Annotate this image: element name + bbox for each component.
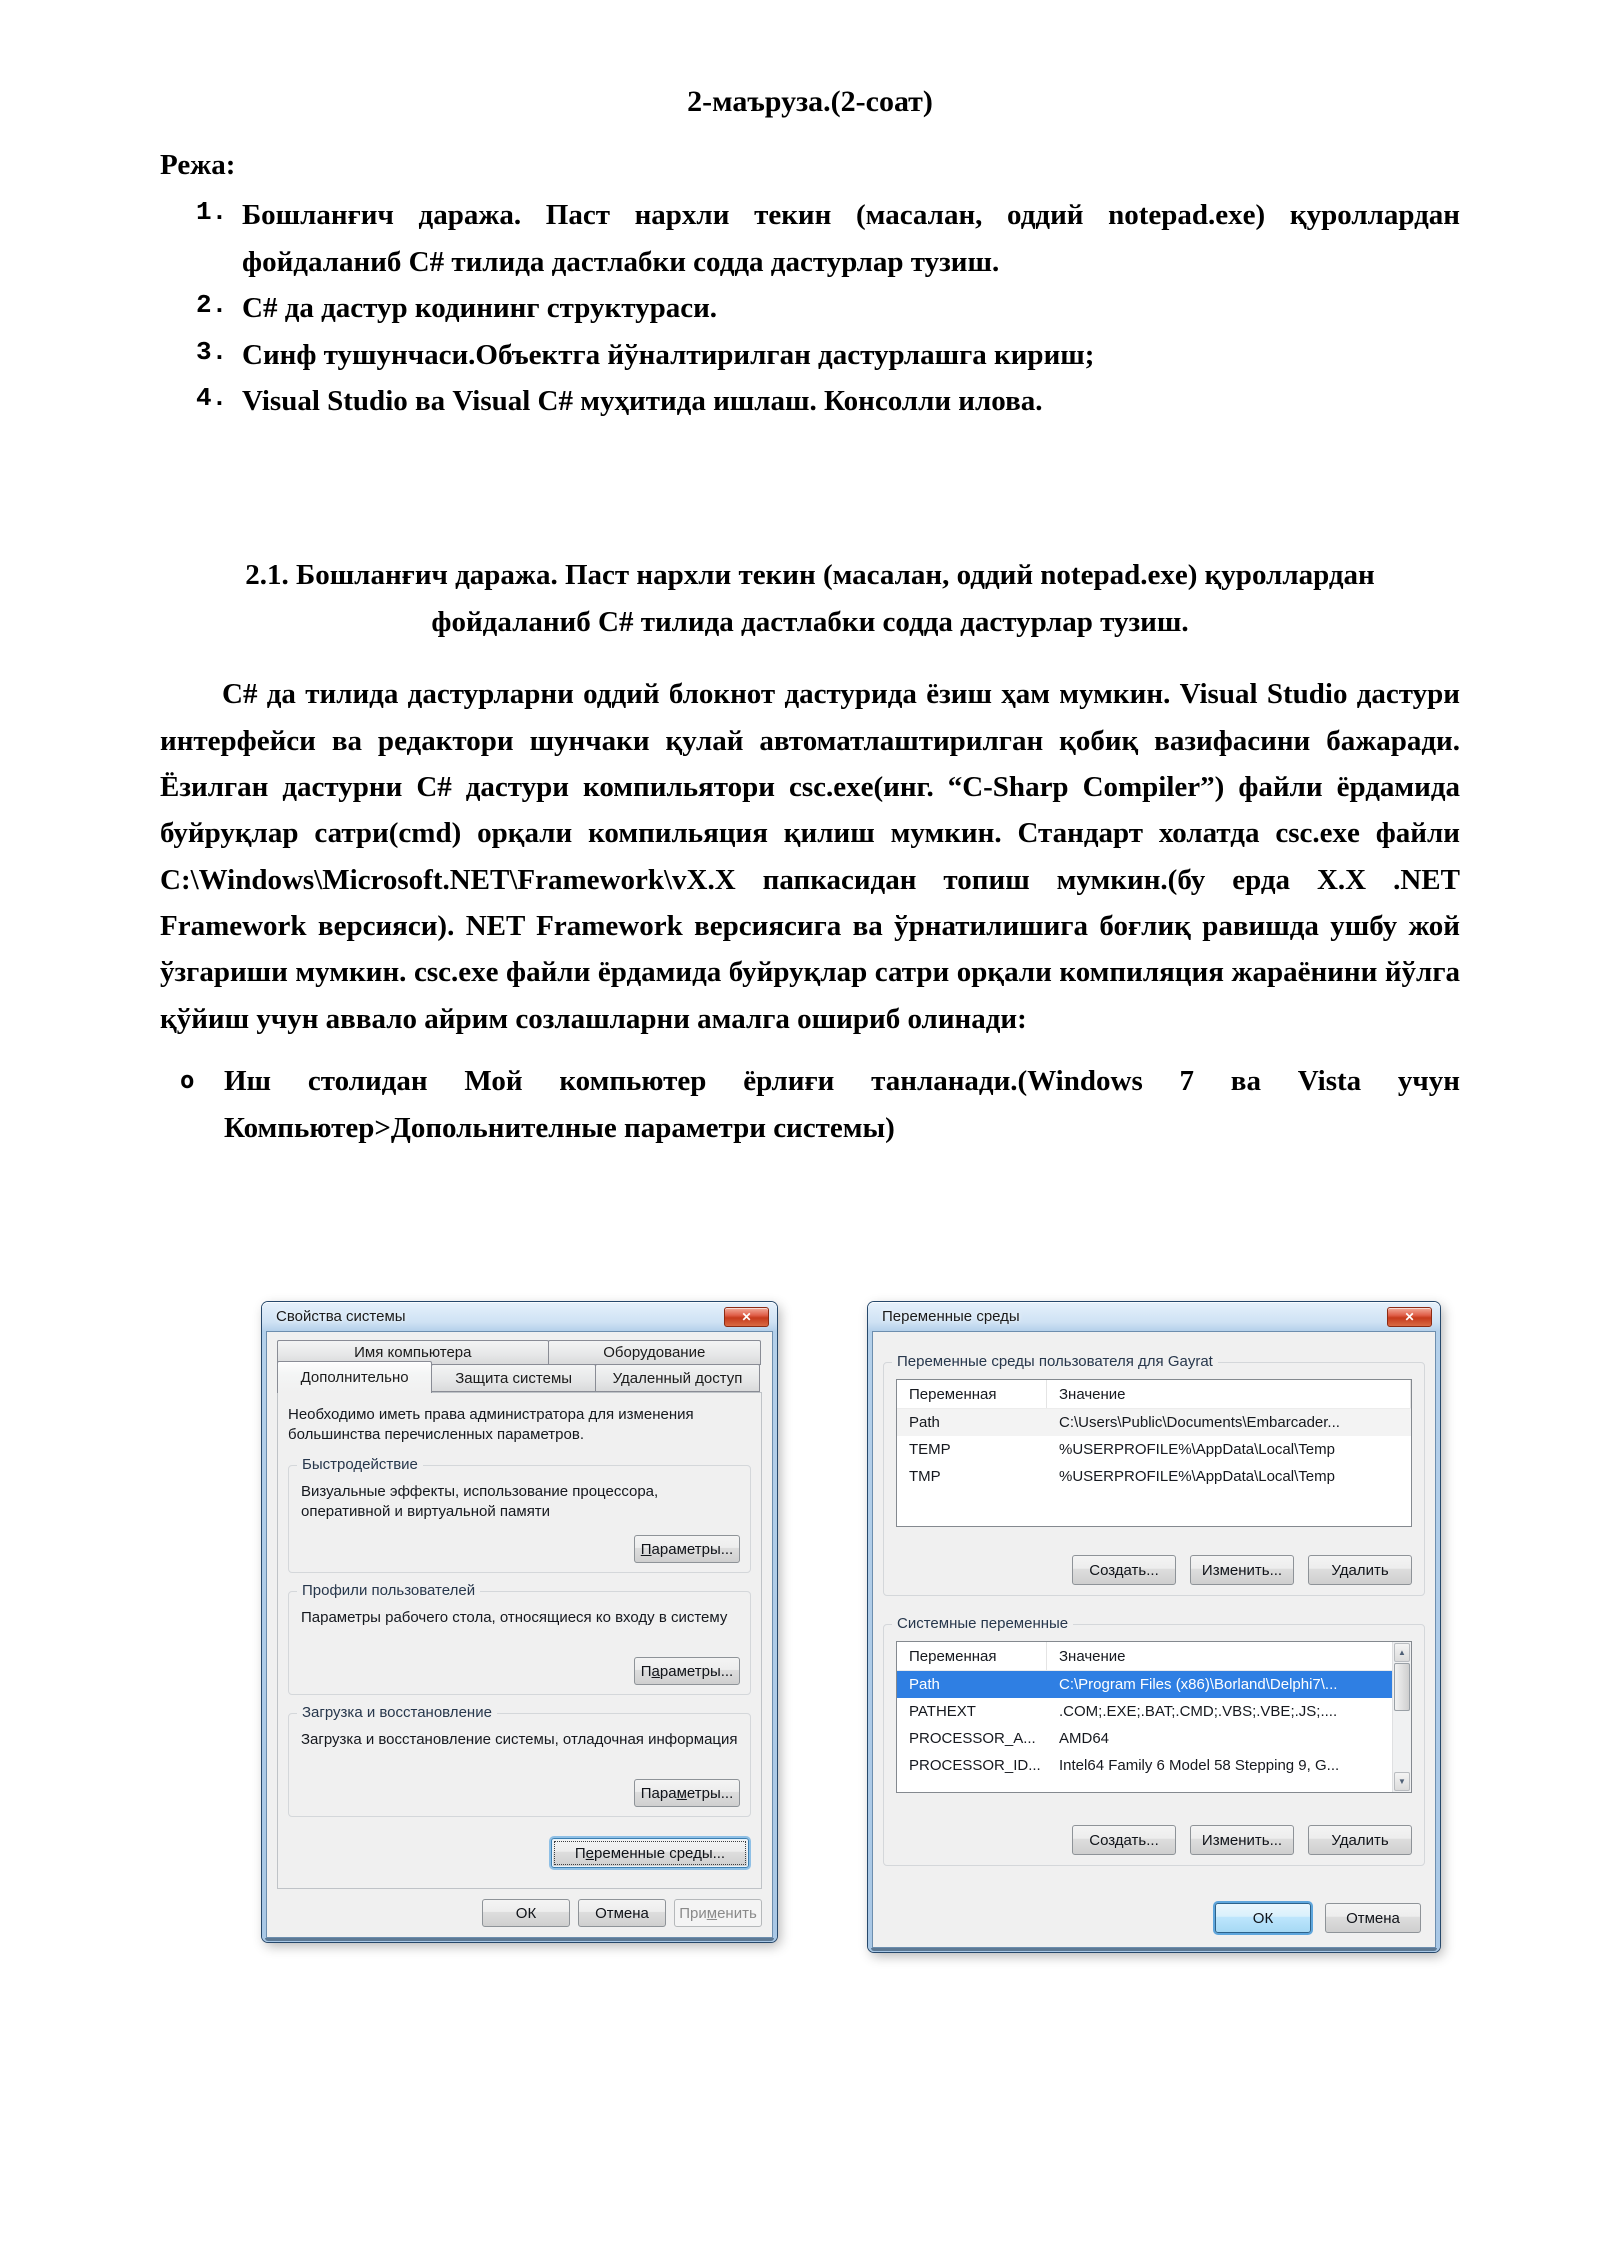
- system-properties-dialog: [262, 1302, 777, 1942]
- startup-recovery-group: [288, 1704, 751, 1817]
- group-title: Быстродействие: [297, 1456, 423, 1473]
- table-row[interactable]: TMP %USERPROFILE%\AppData\Local\Temp: [909, 1468, 1335, 1485]
- system-variables-buttons: [1072, 1825, 1412, 1855]
- edit-button[interactable]: Изменить...: [1190, 1555, 1294, 1585]
- body-paragraph: C# да тилида дастурларни оддий блокнот дастурида ёзиш ҳам мумкин. Visual Studio дастури интерфейси ва редактори шунчаки қулай автоматлаштирилган қобиқ вазифасини бажаради. Ёзилган дастурни C# дастури компильятори csc.exe(инг. “C-Sharp Compiler”) файли ёрдамида буйруқлар сатри(cmd) орқали компильяция қилиш мумкин. Стандарт холатда csc.exe файли C:\Windows\Microsoft.NET\Framework\vX.X папкасидан топиш мумкин.(бу ерда X.X .NET Framework версияси). NET Framework версиясига ва ўрнатилишига боғлиқ равишда ушбу жой ўзгариши мумкин. csc.exe файли ёрдамида буйруқлар сатри орқали компиляция жараёнини йўлга қўйиш учун аввало айрим созлашларни амалга ошириб олинади:: [160, 678, 1460, 1035]
- user-variables-table: [896, 1379, 1412, 1527]
- table-row[interactable]: Path C:\Users\Public\Documents\Embarcader...: [897, 1409, 1411, 1436]
- list-number: 1.: [196, 197, 228, 228]
- titlebar[interactable]: [262, 1302, 777, 1331]
- table-row[interactable]: PROCESSOR_ID... Intel64 Family 6 Model 58 Stepping 9, G...: [909, 1757, 1340, 1774]
- list-number: 2.: [196, 290, 228, 321]
- list-number: 3.: [196, 336, 228, 367]
- dialog-body: [266, 1331, 773, 1938]
- group-title: Системные переменные: [892, 1615, 1073, 1632]
- list-text: Visual Studio ва Visual C# муҳитида ишлаш. Консолли илова.: [242, 384, 1043, 417]
- group-description: Загрузка и восстановление системы, отладочная информация: [301, 1731, 738, 1748]
- user-variables-group: [883, 1353, 1425, 1596]
- user-profiles-settings-button[interactable]: П а раметры...: [634, 1657, 740, 1685]
- group-title: Профили пользователей: [297, 1582, 480, 1599]
- vertical-scrollbar[interactable]: [1392, 1642, 1411, 1792]
- plan-label: Режа:: [160, 149, 236, 181]
- column-header-value[interactable]: Значение: [1047, 1642, 1393, 1670]
- group-description: Параметры рабочего стола, относящиеся ко входу в систему: [301, 1609, 728, 1626]
- table-row[interactable]: PROCESSOR_A... AMD64: [909, 1730, 1110, 1747]
- table-header: [897, 1380, 1411, 1409]
- list-item: [196, 285, 1460, 331]
- edit-button[interactable]: Изменить...: [1190, 1825, 1294, 1855]
- delete-button[interactable]: Удалить: [1308, 1555, 1412, 1585]
- dialog-body: [872, 1331, 1436, 1948]
- ok-button[interactable]: ОК: [1215, 1903, 1311, 1933]
- cancel-button[interactable]: Отмена: [1325, 1903, 1421, 1933]
- lecture-document: [160, 78, 1460, 1151]
- bullet-item: [180, 1058, 1460, 1151]
- bullet-marker: o: [180, 1066, 195, 1095]
- list-item: [196, 378, 1460, 424]
- list-item: [196, 332, 1460, 378]
- new-button[interactable]: Создать...: [1072, 1555, 1176, 1585]
- table-row[interactable]: PATHEXT .COM;.EXE;.BAT;.CMD;.VBS;.VBE;.JS;....: [909, 1703, 1338, 1720]
- close-icon[interactable]: ✕: [1387, 1307, 1432, 1327]
- list-item: [196, 192, 1460, 285]
- scrollbar-thumb[interactable]: [1394, 1663, 1410, 1711]
- column-header-variable[interactable]: Переменная: [897, 1380, 1047, 1408]
- column-header-value[interactable]: Значение: [1047, 1380, 1411, 1408]
- window-title: Свойства системы: [276, 1308, 406, 1325]
- page-title: 2-маъруза.(2-соат): [687, 85, 933, 118]
- environment-variables-dialog: [868, 1302, 1440, 1952]
- tab-computer-name[interactable]: Имя компьютера: [277, 1340, 549, 1365]
- list-text: C# да дастур кодининг структураси.: [242, 292, 718, 325]
- delete-button[interactable]: Удалить: [1308, 1825, 1412, 1855]
- close-icon[interactable]: ✕: [724, 1307, 769, 1327]
- bullet-text: Иш столидан Мой компьютер ёрлиғи танланади.(Windows 7 ва Vista учун Компьютер>Допольнителные параметри системы): [224, 1065, 1460, 1144]
- environment-variables-button[interactable]: П е ременные среды...: [551, 1838, 749, 1868]
- tab-strip: [277, 1340, 762, 1392]
- performance-settings-button[interactable]: П араметры...: [634, 1535, 740, 1563]
- scroll-up-icon[interactable]: ▲: [1394, 1643, 1410, 1662]
- advanced-tab-panel: [277, 1392, 762, 1889]
- dialog-button-row: [482, 1899, 762, 1927]
- list-text: Синф тушунчаси.Объектга йўналтирилган дастурлашга кириш;: [242, 338, 1095, 371]
- titlebar[interactable]: [868, 1302, 1440, 1331]
- tab-remote-access[interactable]: Удаленный доступ: [595, 1364, 760, 1392]
- cancel-button[interactable]: Отмена: [578, 1899, 666, 1927]
- new-button[interactable]: Создать...: [1072, 1825, 1176, 1855]
- system-variables-group: [883, 1615, 1425, 1866]
- list-number: 4.: [196, 382, 228, 413]
- table-header: [897, 1642, 1411, 1671]
- column-header-variable[interactable]: Переменная: [897, 1642, 1047, 1670]
- startup-recovery-settings-button[interactable]: Пара м етры...: [634, 1779, 740, 1807]
- system-variables-table: [896, 1641, 1412, 1793]
- group-title: Загрузка и восстановление: [297, 1704, 497, 1721]
- group-description: Визуальные эффекты, использование процессора, оперативной и виртуальной памяти: [301, 1483, 659, 1521]
- scroll-down-icon[interactable]: ▼: [1394, 1772, 1410, 1791]
- dialog-button-row: [1215, 1903, 1421, 1933]
- window-title: Переменные среды: [882, 1308, 1020, 1325]
- table-row[interactable]: TEMP %USERPROFILE%\AppData\Local\Temp: [909, 1441, 1335, 1458]
- list-text: Бошланғич даража. Паст нархли текин (масалан, оддий notepad.exe) қуроллардан фойдаланиб C# тилида дастлабки содда дастурлар тузиш.: [242, 199, 1460, 278]
- tab-system-protection[interactable]: Защита системы: [431, 1364, 596, 1392]
- section-heading: 2.1. Бошланғич даража. Паст нархли текин (масалан, оддий notepad.exe) қуроллардан фойдаланиб C# тилида дастлабки содда дастурлар тузиш.: [245, 559, 1375, 638]
- table-row-selected[interactable]: Path C:\Program Files (x86)\Borland\Delphi7\...: [897, 1671, 1411, 1698]
- performance-group: [288, 1456, 751, 1573]
- tab-advanced[interactable]: Дополнительно: [277, 1361, 432, 1393]
- user-profiles-group: [288, 1582, 751, 1695]
- tab-hardware[interactable]: Оборудование: [548, 1340, 761, 1365]
- user-variables-buttons: [1072, 1555, 1412, 1585]
- plan-list: [160, 192, 1460, 424]
- apply-button[interactable]: При м енить: [674, 1899, 762, 1927]
- admin-note: Необходимо иметь права администратора для изменения большинства перечисленных параметров.: [288, 1406, 694, 1444]
- ok-button[interactable]: ОК: [482, 1899, 570, 1927]
- group-title: Переменные среды пользователя для Gayrat: [892, 1353, 1218, 1370]
